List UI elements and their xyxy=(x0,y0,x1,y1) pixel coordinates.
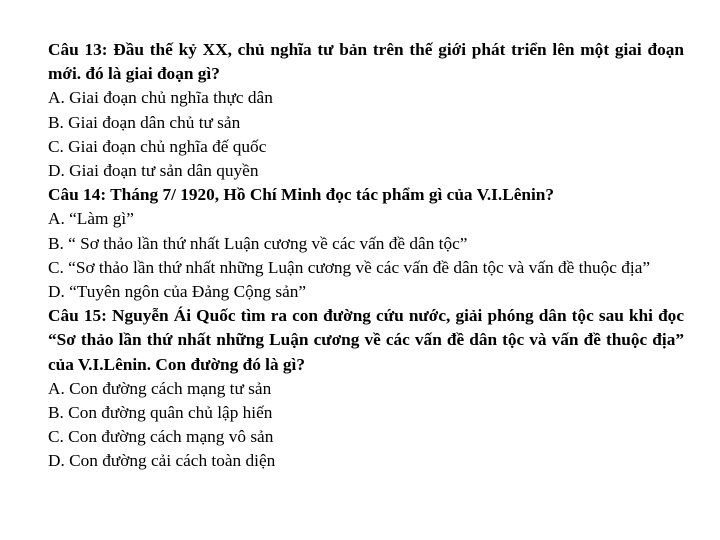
question-14-option-a: A. “Làm gì” xyxy=(48,209,134,229)
question-15-option-d: D. Con đường cải cách toàn diện xyxy=(48,451,276,471)
question-15-option-b: B. Con đường quân chủ lập hiến xyxy=(48,403,273,423)
question-15-option-a: A. Con đường cách mạng tư sản xyxy=(48,378,272,398)
question-15-text: Câu 15: Nguyễn Ái Quốc tìm ra con đường cứu nước, giải phóng dân tộc sau khi đọc “Sơ thảo lần thứ nhất những Luận cương về các vấn đề dân tộc và vấn đề thuộc địa” của V.I.Lênin. Con đường đó là gì? xyxy=(48,306,684,374)
question-13-option-b: B. Giai đoạn dân chủ tư sản xyxy=(48,112,241,132)
question-13-text: Câu 13: Đầu thế kỷ XX, chủ nghĩa tư bản trên thế giới phát triển lên một giai đoạn mới. đó là giai đoạn gì? xyxy=(48,40,684,84)
quiz-slide xyxy=(48,38,684,474)
question-13-option-a: A. Giai đoạn chủ nghĩa thực dân xyxy=(48,88,273,108)
question-14-option-c: C. “Sơ thảo lần thứ nhất những Luận cương về các vấn đề dân tộc và vấn đề thuộc địa” xyxy=(48,257,651,277)
question-13-option-c: C. Giai đoạn chủ nghĩa đế quốc xyxy=(48,136,267,156)
question-14-option-b: B. “ Sơ thảo lần thứ nhất Luận cương về các vấn đề dân tộc” xyxy=(48,233,468,253)
question-14-text: Câu 14: Tháng 7/ 1920, Hồ Chí Minh đọc tác phẩm gì của V.I.Lênin? xyxy=(48,185,555,205)
question-14-option-d: D. “Tuyên ngôn của Đảng Cộng sản” xyxy=(48,282,307,302)
question-13-option-d: D. Giai đoạn tư sản dân quyền xyxy=(48,161,259,181)
question-15-option-c: C. Con đường cách mạng vô sản xyxy=(48,427,274,447)
